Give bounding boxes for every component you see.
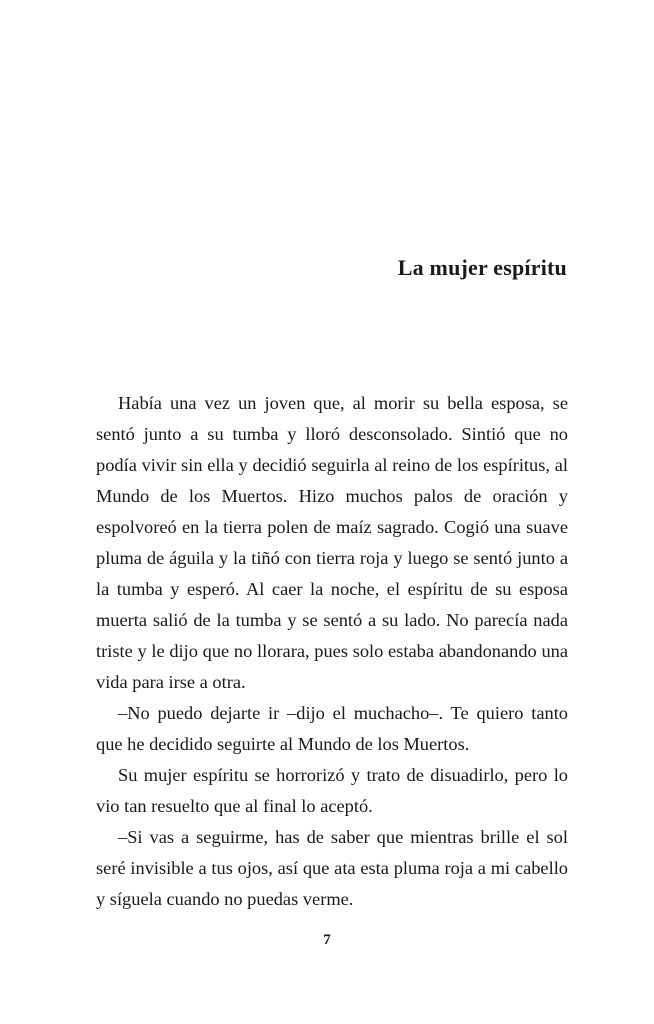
paragraph: Su mujer espíritu se horrorizó y trato de disuadirlo, pero lo vio tan resuelto que al final lo aceptó.: [96, 765, 568, 816]
paragraph: –Si vas a seguirme, has de saber que mientras brille el sol seré invisible a tus ojos, así que ata esta pluma roja a mi cabello y síguela cuando no puedas verme.: [96, 827, 568, 909]
paragraph: –No puedo dejarte ir –dijo el muchacho–. Te quiero tanto que he decidido seguirte al Mundo de los Muertos.: [96, 703, 568, 754]
page-number: 7: [323, 932, 331, 948]
paragraph: Había una vez un joven que, al morir su bella esposa, se sentó junto a su tumba y lloró desconsolado. Sintió que no podía vivir sin ella y decidió seguirla al reino de los espíritus, al Mundo de los Muertos. Hizo muchos palos de oración y espolvoreó en la tierra polen de maíz sagrado. Cogió una suave pluma de águila y la tiñó con tierra roja y luego se sentó junto a la tumba y esperó. Al caer la noche, el espíritu de su esposa muerta salió de la tumba y se sentó a su lado. No parecía nada triste y le dijo que no llorara, pues solo estaba abandonando una vida para irse a otra.: [96, 393, 568, 692]
chapter-title: La mujer espíritu: [397, 255, 567, 280]
body-text: [96, 388, 568, 915]
